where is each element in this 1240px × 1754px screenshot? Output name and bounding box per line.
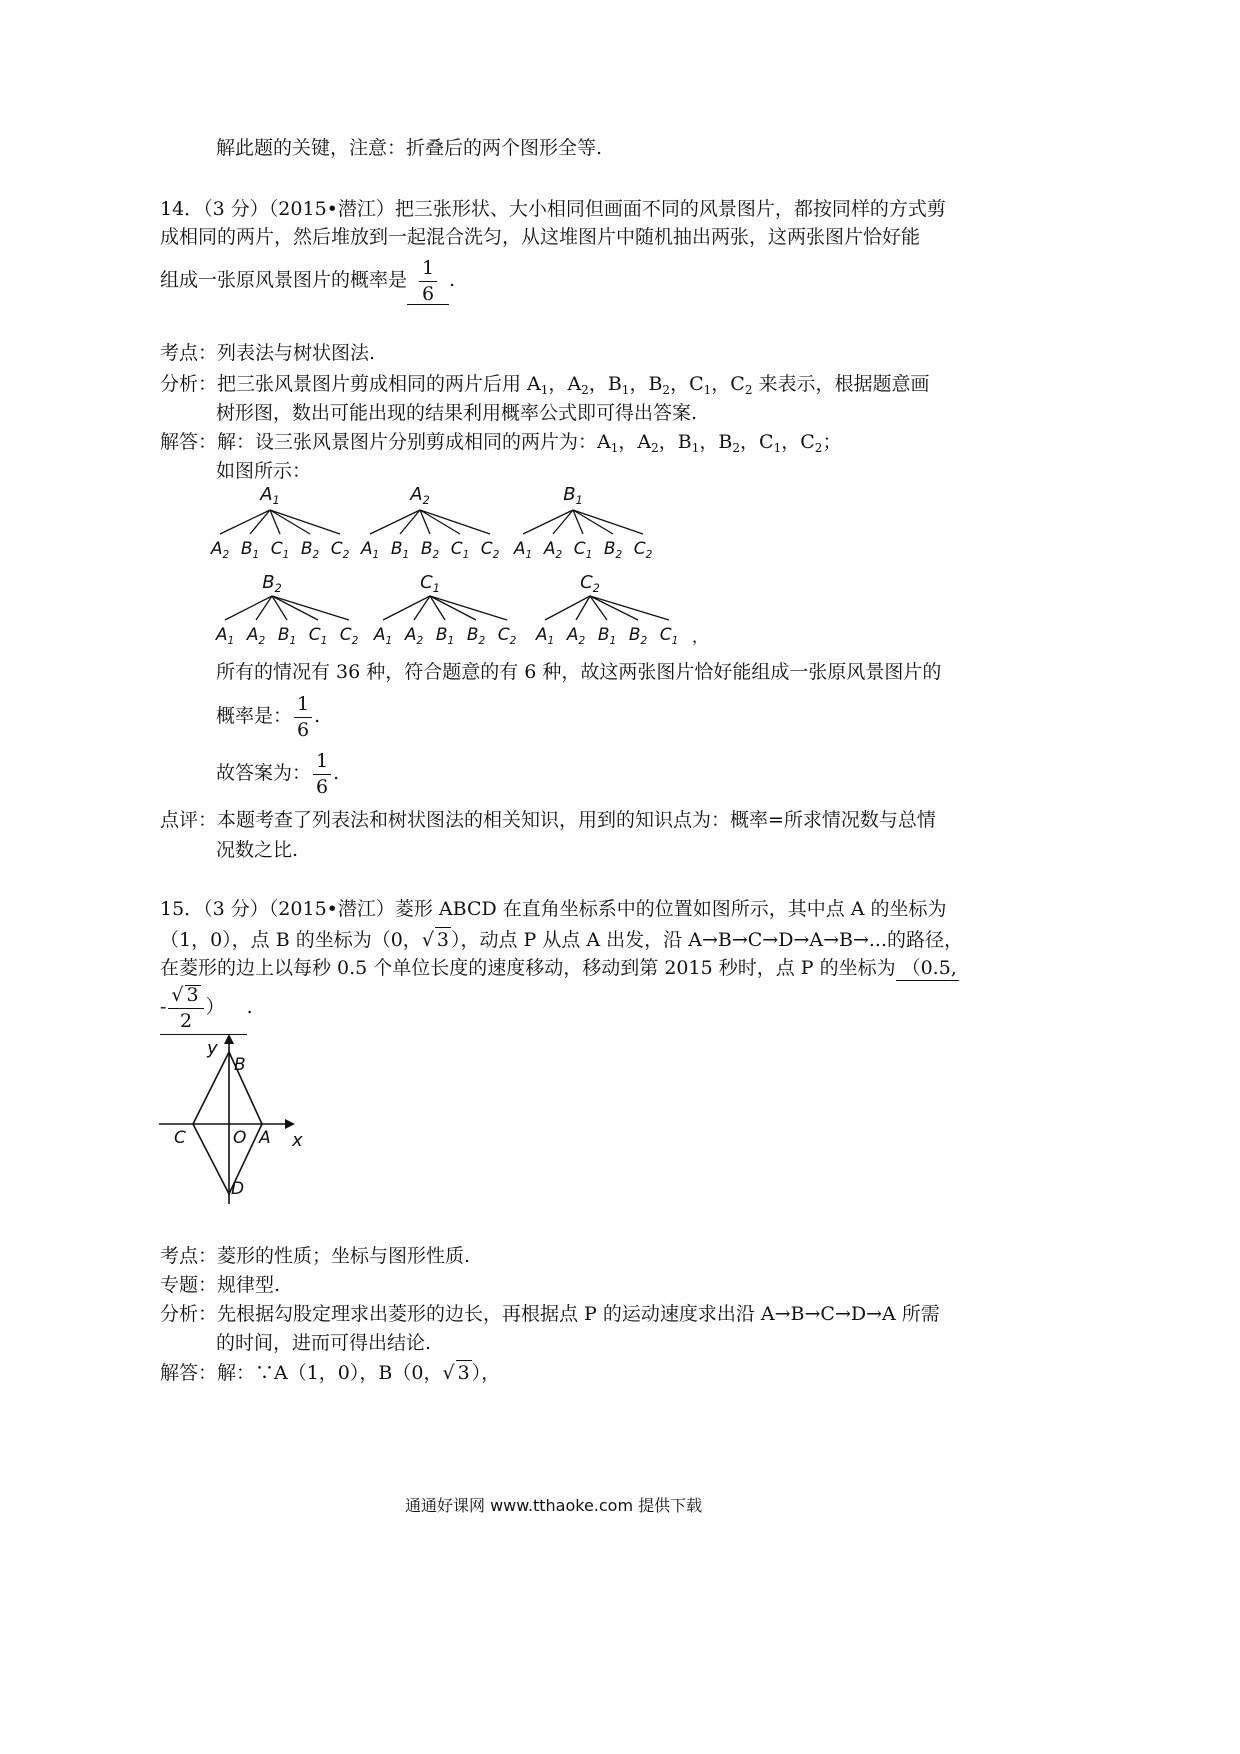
- tree-branch: [523, 510, 573, 534]
- sep: ，: [629, 373, 649, 395]
- q15-answer-line: [160, 980, 253, 1035]
- frac-num: 1: [419, 259, 437, 282]
- q14-dianping-1: 点评：本题考查了列表法和树状图法的相关知识，用到的知识点为：概率=所求情况数与总情: [160, 809, 936, 831]
- tree-branch: [370, 510, 420, 534]
- tree-root-node: $A_2$: [410, 484, 430, 507]
- period: .: [314, 705, 321, 727]
- vertex-label-b: B: [234, 1055, 246, 1075]
- q14-answer: [407, 256, 449, 305]
- frac-den: 6: [297, 718, 310, 741]
- sep: ，: [699, 431, 719, 453]
- tree-leaf-node: $C_1$: [659, 625, 679, 647]
- tree-leaf-node: $B_1$: [240, 539, 260, 561]
- q14-fenxi-2: 树形图，数出可能出现的结果利用概率公式即可得出答案.: [216, 402, 698, 424]
- q15-answer-part-a: （0.5,: [896, 956, 959, 981]
- q15-jieda-post: ），: [471, 1362, 501, 1384]
- q15-jieda-1: 解答：解：∵A（1，0），B（0，√ 3 ），: [160, 1362, 501, 1384]
- tree-root-node: $C_1$: [420, 572, 440, 595]
- q15-line-3-pre: 在菱形的边上以每秒 0.5 个单位长度的速度移动，移动到第 2015 秒时，点 P 的坐标为: [160, 957, 896, 979]
- q14-line-3-text: 组成一张原风景图片的概率是: [160, 269, 408, 291]
- q14-fenxi-pre: 分析：把三张风景图片剪成相同的两片后用: [160, 373, 528, 395]
- tree-leaf-node: $A_1$: [360, 539, 380, 561]
- tree-leaf-node: $C_1$: [450, 539, 470, 561]
- tree-leaf-node: $B_1$: [597, 625, 617, 647]
- page-footer: 通通好课网 www.tthaoke.com 提供下载: [405, 1496, 703, 1515]
- vertex-label-a: A: [259, 1128, 271, 1148]
- tree-leaf-node: $C_1$: [308, 625, 328, 647]
- tree-root-node: $B_2$: [262, 572, 282, 595]
- piece-c1: $C_1$: [689, 373, 712, 397]
- piece-b1: $B_1$: [607, 373, 630, 397]
- sep: ，: [548, 373, 568, 395]
- period: .: [246, 996, 253, 1018]
- tree-leaf-node: $B_1$: [277, 625, 297, 647]
- sep: ，: [658, 431, 678, 453]
- tree-leaf-node: $C_2$: [497, 625, 517, 647]
- q14-fenxi-1: [160, 372, 930, 402]
- tree-leaf-node: $C_2$: [633, 539, 653, 561]
- tree-branch: [250, 510, 270, 534]
- sqrt-3: 3: [457, 1362, 470, 1384]
- sep: ，: [618, 431, 638, 453]
- q15-fenxi-2: 的时间，进而可得出结论.: [216, 1332, 432, 1354]
- sep: ，: [711, 373, 731, 395]
- tree-leaf-node: $A_1$: [373, 625, 393, 647]
- q14-final-label: 故答案为：: [216, 762, 312, 784]
- tree-branch: [553, 510, 573, 534]
- tree-leaf-node: $C_2$: [480, 539, 500, 561]
- piece-b2: $B_2$: [648, 373, 671, 397]
- tree-leaf-node: $A_1$: [215, 625, 235, 647]
- minus-sign: -: [160, 996, 167, 1018]
- tree-leaf-node: $C_1$: [573, 539, 593, 561]
- tree-branch: [220, 510, 270, 534]
- tree-leaf-node: $A_1$: [513, 539, 533, 561]
- tree-leaf-node: $B_1$: [390, 539, 410, 561]
- q15-line-2-pre: （1，0），点 B 的坐标为（0，: [160, 929, 422, 951]
- q14-fenxi-post: 来表示，根据题意画: [752, 373, 930, 395]
- tree-diagram: [205, 482, 765, 652]
- q15-answer-part-b: [160, 980, 247, 1035]
- q14-final-answer: [216, 749, 339, 797]
- sep: ，: [670, 373, 690, 395]
- q14-line-2: 成相同的两片，然后堆放到一起混合洗匀，从这堆图片中随机抽出两张，这两张图片恰好能: [160, 226, 921, 248]
- close-paren: ）: [205, 996, 225, 1018]
- q15-line-1: 15．（3 分）（2015•潜江）菱形 ABCD 在直角坐标系中的位置如图所示，其中点 A 的坐标为: [160, 898, 947, 920]
- piece-a2: $A_2$: [637, 431, 659, 455]
- piece-a2: $A_2$: [567, 373, 589, 397]
- frac-num: 1: [294, 695, 312, 718]
- tree-leaf-node: $C_2$: [339, 625, 359, 647]
- q14-dianping-2: 况数之比.: [216, 839, 299, 861]
- q15-line-2-post: ），动点 P 从点 A 出发，沿 A→B→C→D→A→B→...的路径，: [451, 929, 963, 951]
- tree-leaf-node: $A_1$: [535, 625, 555, 647]
- piece-a1: $A_1$: [527, 373, 549, 397]
- tree-leaf-node: $A_2$: [404, 625, 424, 647]
- tree-root-node: $A_1$: [260, 484, 280, 507]
- tree-leaf-node: $B_1$: [435, 625, 455, 647]
- tree-root-node: $C_2$: [580, 572, 600, 595]
- sep: ，: [588, 373, 608, 395]
- q15-zhuanti: 专题：规律型.: [160, 1274, 281, 1296]
- tree-leaf-node: $B_2$: [603, 539, 623, 561]
- semi: ；: [822, 431, 842, 453]
- tree-leaf-node: $B_2$: [466, 625, 486, 647]
- sep: ，: [781, 431, 801, 453]
- piece-c1: $C_1$: [759, 431, 782, 455]
- period: .: [333, 762, 340, 784]
- tree-leaf-node: $A_2$: [543, 539, 563, 561]
- axis-label-y: y: [207, 1038, 218, 1059]
- q14-kaodian: 考点：列表法与树状图法.: [160, 342, 376, 364]
- origin-label-o: O: [233, 1128, 247, 1148]
- q14-line-3: [160, 256, 455, 305]
- q15-fenxi-1: 分析：先根据勾股定理求出菱形的边长，再根据点 P 的运动速度求出沿 A→B→C→D→A 所需: [160, 1303, 940, 1325]
- q14-probability-label: 概率是：: [216, 705, 293, 727]
- tree-leaf-node: $A_2$: [210, 539, 230, 561]
- tree-trailing-comma: ，: [692, 627, 709, 646]
- intro-line: 解此题的关键，注意：折叠后的两个图形全等.: [216, 137, 603, 159]
- q14-line-1: 14．（3 分）（2015•潜江）把三张形状、大小相同但画面不同的风景图片，都按同样的方式剪: [160, 198, 946, 220]
- rhombus-figure: [157, 1032, 317, 1207]
- frac-den: 6: [422, 282, 435, 305]
- piece-b2: $B_2$: [718, 431, 741, 455]
- q15-line-3: [160, 956, 959, 981]
- tree-branch: [225, 596, 272, 620]
- frac-den: 6: [316, 775, 329, 798]
- q14-all-cases: 所有的情况有 36 种，符合题意的有 6 种，故这两张图片恰好能组成一张原风景图片的: [216, 661, 942, 683]
- piece-c2: $C_2$: [800, 431, 823, 455]
- tree-root-node: $B_1$: [563, 484, 583, 507]
- frac-num-sqrt: √ 3: [168, 985, 203, 1009]
- tree-branch: [383, 596, 430, 620]
- frac-num: 1: [313, 752, 331, 775]
- vertex-label-c: C: [174, 1128, 186, 1148]
- piece-b1: $B_1$: [677, 431, 700, 455]
- q14-rutu: 如图所示：: [216, 460, 312, 482]
- tree-leaf-node: $B_2$: [628, 625, 648, 647]
- piece-a1: $A_1$: [597, 431, 619, 455]
- q14-jieda-pre: 解答：解：设三张风景图片分别剪成相同的两片为：: [160, 431, 598, 453]
- tree-leaf-node: $A_2$: [566, 625, 586, 647]
- q14-probability: [216, 692, 320, 740]
- q15-line-2: （1，0），点 B 的坐标为（0，√ 3 ），动点 P 从点 A 出发，沿 A→B→C→D→A→B→...的路径，: [160, 929, 963, 951]
- q15-kaodian: 考点：菱形的性质；坐标与图形性质.: [160, 1245, 471, 1267]
- q14-jieda-1: [160, 430, 841, 460]
- sqrt-3: 3: [436, 929, 450, 951]
- q15-jieda-pre: 解答：解：∵A（1，0），B（0，: [160, 1362, 443, 1384]
- vertex-label-d: D: [231, 1179, 245, 1199]
- tree-leaf-node: $B_2$: [300, 539, 320, 561]
- frac-den: 2: [179, 1010, 193, 1032]
- piece-c2: $C_2$: [730, 373, 753, 397]
- tree-leaf-node: $C_1$: [270, 539, 290, 561]
- tree-leaf-node: $A_2$: [246, 625, 266, 647]
- period: .: [449, 269, 456, 291]
- sep: ，: [740, 431, 760, 453]
- tree-leaf-node: $C_2$: [330, 539, 350, 561]
- tree-branch: [400, 510, 420, 534]
- tree-leaf-node: $B_2$: [420, 539, 440, 561]
- axis-label-x: x: [292, 1130, 303, 1151]
- sqrt-3: 3: [186, 984, 199, 1006]
